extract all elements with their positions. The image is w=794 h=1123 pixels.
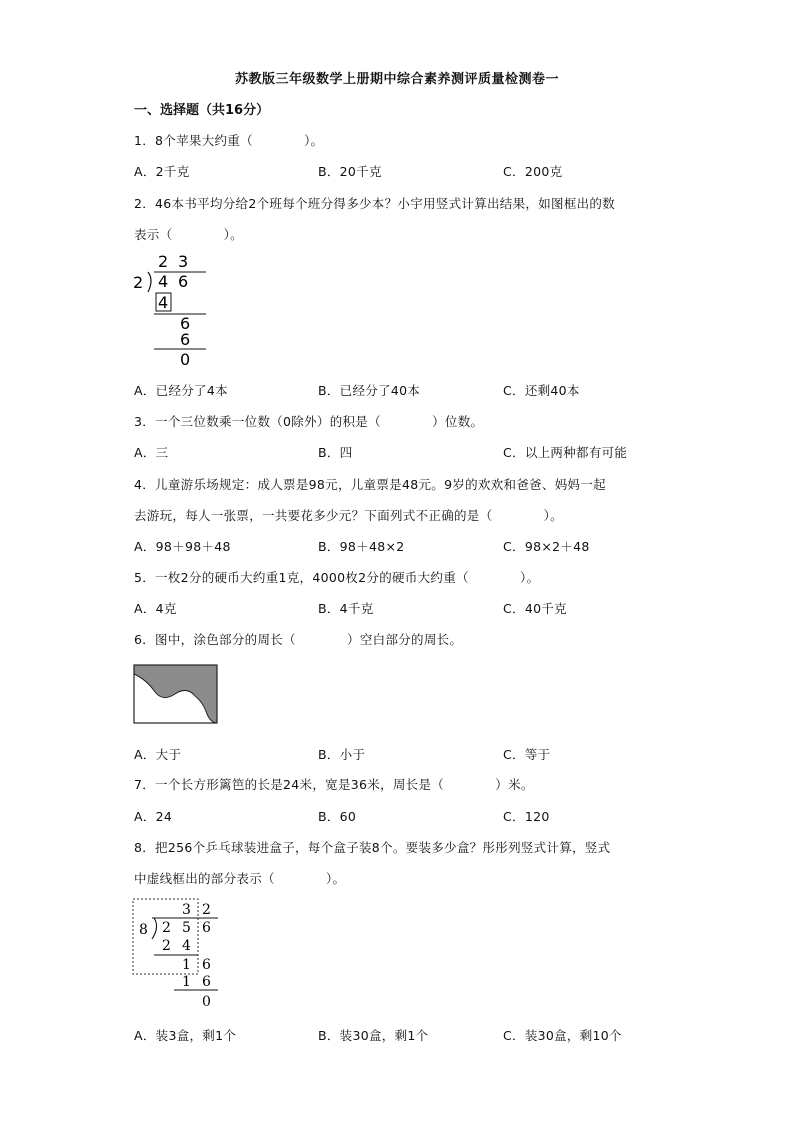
question-4-option-c[interactable]: C．98×2＋48 <box>503 539 590 554</box>
question-1-option-c[interactable]: C．200克 <box>503 164 563 179</box>
question-8-stem-line2: 中虚线框出的部分表示（ ）。 <box>134 871 346 886</box>
question-2-option-a[interactable]: A．已经分了4本 <box>134 383 228 398</box>
question-7-option-b[interactable]: B．60 <box>318 809 357 824</box>
fig8-dividend-ones: 6 <box>202 920 211 936</box>
question-4-stem-line2: 去游玩，每人一张票，一共要花多少元？下面列式不正确的是（ ）。 <box>134 508 563 523</box>
page-title: 苏教版三年级数学上册期中综合素养测评质量检测卷一 <box>234 72 559 87</box>
question-5-stem: 5．一枚2分的硬币大约重1克，4000枚2分的硬币大约重（ ）。 <box>134 570 540 585</box>
fig8-dividend-hundreds: 2 <box>162 920 171 936</box>
fig8-divisor: 8 <box>139 922 148 938</box>
question-6-shape-figure <box>133 664 219 726</box>
question-7-option-a[interactable]: A．24 <box>134 809 173 824</box>
question-8-stem-line1: 8．把256个乒乓球装进盒子，每个盒子装8个。要装多少盒？彤彤列竖式计算，竖式 <box>134 840 611 855</box>
question-2-option-b[interactable]: B．已经分了40本 <box>318 383 421 398</box>
question-8-option-c[interactable]: C．装30盒，剩10个 <box>503 1028 622 1043</box>
question-6-option-c[interactable]: C．等于 <box>503 747 551 762</box>
question-3-option-b[interactable]: B．四 <box>318 445 353 460</box>
question-1-option-a[interactable]: A．2千克 <box>134 164 190 179</box>
question-5-option-c[interactable]: C．40千克 <box>503 601 567 616</box>
fig2-dividend-ones: 6 <box>178 272 189 291</box>
fig8-quotient-tens: 3 <box>182 902 191 918</box>
question-2-option-c[interactable]: C．还剩40本 <box>503 383 580 398</box>
fig2-bracket <box>148 272 151 292</box>
question-3-stem: 3．一个三位数乘一位数（0除外）的积是（ ）位数。 <box>134 414 484 429</box>
question-2-division-figure <box>130 250 220 370</box>
question-4-option-b[interactable]: B．98＋48×2 <box>318 539 405 554</box>
fig8-subtract-1-hundreds: 2 <box>162 938 171 954</box>
fig2-boxed-digit: 4 <box>158 293 169 312</box>
section-heading: 一、选择题（共16分） <box>134 103 270 118</box>
fig8-subtract-2-tens: 1 <box>182 974 191 990</box>
question-7-option-c[interactable]: C．120 <box>503 809 550 824</box>
question-2-stem-line1: 2．46本书平均分给2个班每个班分得多少本？小宇用竖式计算出结果，如图框出的数 <box>134 196 616 211</box>
fig8-quotient-ones: 2 <box>202 902 211 918</box>
fig8-final-remainder: 0 <box>202 994 211 1010</box>
question-6-option-a[interactable]: A．大于 <box>134 747 182 762</box>
fig2-quotient-ones: 3 <box>178 252 189 271</box>
question-8-division-figure <box>132 897 227 1012</box>
question-4-stem-line1: 4．儿童游乐场规定：成人票是98元，儿童票是48元。9岁的欢欢和爸爸、妈妈一起 <box>134 477 606 492</box>
question-8-option-a[interactable]: A．装3盒，剩1个 <box>134 1028 237 1043</box>
fig8-subtract-2-ones: 6 <box>202 974 211 990</box>
fig8-subtract-1-tens: 4 <box>182 938 191 954</box>
fig2-dividend-tens: 4 <box>158 272 169 291</box>
fig8-remainder-1-ones: 6 <box>202 957 211 973</box>
fig8-bracket <box>152 918 157 939</box>
fig2-divisor: 2 <box>133 273 144 292</box>
question-7-stem: 7．一个长方形篱笆的长是24米，宽是36米，周长是（ ）米。 <box>134 777 534 792</box>
question-2-stem-line2: 表示（ ）。 <box>134 227 243 242</box>
question-8-option-b[interactable]: B．装30盒，剩1个 <box>318 1028 429 1043</box>
question-3-option-c[interactable]: C．以上两种都有可能 <box>503 445 628 460</box>
question-5-option-a[interactable]: A．4克 <box>134 601 177 616</box>
fig8-dividend-tens: 5 <box>182 920 191 936</box>
fig2-row-2: 6 <box>180 330 191 349</box>
question-4-option-a[interactable]: A．98＋98＋48 <box>134 539 231 554</box>
question-1-stem: 1．8个苹果大约重（ ）。 <box>134 133 324 148</box>
question-6-stem: 6．图中，涂色部分的周长（ ）空白部分的周长。 <box>134 632 463 647</box>
question-3-option-a[interactable]: A．三 <box>134 445 169 460</box>
question-1-option-b[interactable]: B．20千克 <box>318 164 382 179</box>
fig8-remainder-1-tens: 1 <box>182 957 191 973</box>
question-5-option-b[interactable]: B．4千克 <box>318 601 374 616</box>
fig2-quotient-tens: 2 <box>158 252 169 271</box>
fig2-row-3: 0 <box>180 350 191 369</box>
fig2-row-1: 6 <box>180 314 191 333</box>
question-6-option-b[interactable]: B．小于 <box>318 747 366 762</box>
